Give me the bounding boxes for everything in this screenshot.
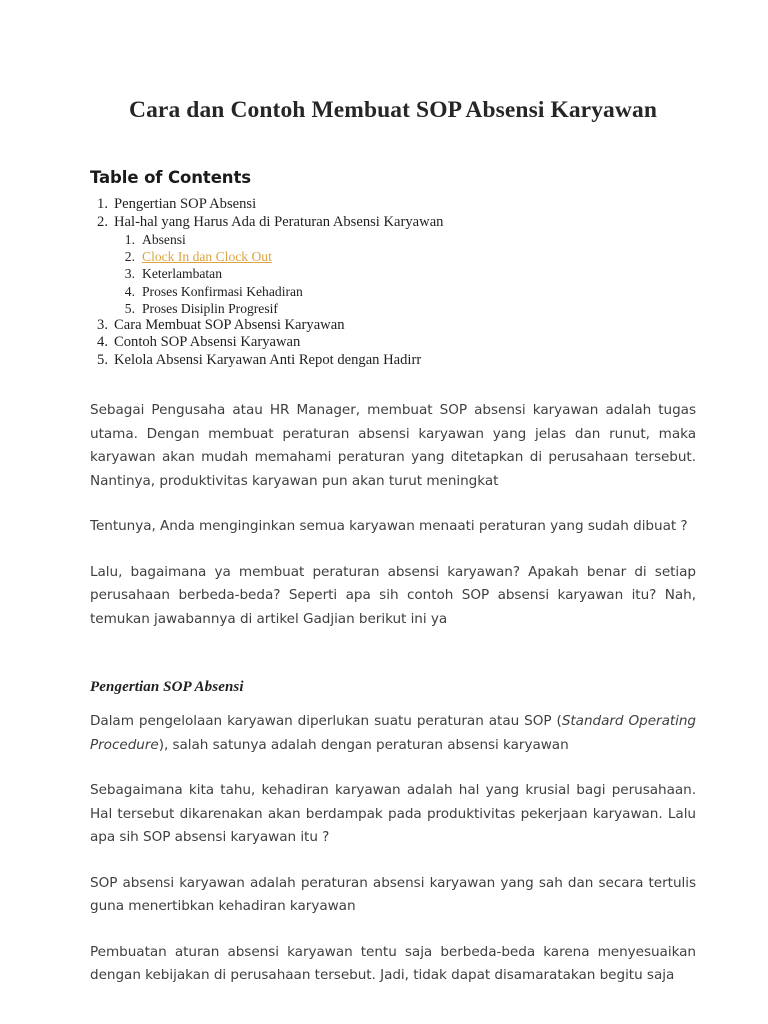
toc-item-number: 5.: [97, 351, 108, 368]
toc-item-label: Kelola Absensi Karyawan Anti Repot dengan Hadirr: [114, 351, 422, 368]
pengertian-para1-text-before: Dalam pengelolaan karyawan diperlukan suatu peraturan atau SOP (: [90, 713, 562, 730]
toc-subitem-label: Proses Konfirmasi Kehadiran: [142, 283, 303, 299]
toc-sublist: [114, 231, 696, 317]
toc-item-number: 1.: [97, 196, 108, 213]
toc-subitem-number: 4.: [124, 283, 135, 299]
toc-item: [90, 352, 696, 369]
section-spacer: [90, 653, 696, 669]
pengertian-paragraph-4: Pembuatan aturan absensi karyawan tentu saja berbeda-beda karena menyesuaikan dengan kebijakan di perusahaan tersebut. Jadi, tidak dapat disamaratakan begitu saja: [90, 943, 696, 984]
toc-item-label: Cara Membuat SOP Absensi Karyawan: [114, 317, 345, 334]
section-heading-pengertian: Pengertian SOP Absensi: [90, 679, 244, 696]
toc-item: [90, 196, 696, 213]
toc-subitem-number: 5.: [124, 300, 135, 316]
pengertian-para1-italic-term: Standard Operating Procedure: [90, 713, 697, 753]
toc-item: [90, 334, 696, 351]
toc-item-number: 4.: [97, 334, 108, 351]
pengertian-paragraph-2: Sebagaimana kita tahu, kehadiran karyawan adalah hal yang krusial bagi perusahaan. Hal tersebut dikarenakan akan berdampak pada produktivitas pekerjaan karyawan. Lalu apa sih SOP absensi karyawan itu ?: [90, 782, 696, 846]
toc-subitem-number: 3.: [124, 266, 135, 282]
toc-item-number: 2.: [97, 213, 108, 230]
toc-item: [90, 214, 696, 317]
toc-item: [90, 317, 696, 334]
toc-subitem: [120, 265, 696, 282]
pengertian-paragraph-3: SOP absensi karyawan adalah peraturan absensi karyawan yang sah dan secara tertulis guna menertibkan kehadiran karyawan: [90, 874, 696, 915]
toc-item-number: 3.: [97, 317, 108, 334]
toc-item-label: Contoh SOP Absensi Karyawan: [114, 334, 301, 351]
toc-subitem-label: Absensi: [142, 232, 186, 247]
pengertian-paragraph-1: [90, 710, 696, 757]
toc-subitem: [120, 283, 696, 300]
toc-subitem-label: Proses Disiplin Progresif: [142, 300, 278, 316]
toc-subitem-label: Keterlambatan: [142, 266, 223, 282]
toc-subitem: [120, 231, 696, 248]
toc-subitem: [120, 248, 696, 265]
toc-subitem-number: 1.: [124, 232, 135, 247]
toc-subitem-number: 2.: [124, 249, 135, 265]
table-of-contents-heading: Table of Contents: [90, 168, 251, 188]
toc-subitem-link[interactable]: Clock In dan Clock Out: [142, 249, 272, 265]
intro-paragraph-3: Lalu, bagaimana ya membuat peraturan absensi karyawan? Apakah benar di setiap perusahaan berbeda-beda? Seperti apa sih contoh SOP absensi karyawan itu? Nah, temukan jawabannya di artikel Gadjian berikut ini ya: [90, 563, 696, 627]
intro-paragraph-1: Sebagai Pengusaha atau HR Manager, membuat SOP absensi karyawan adalah tugas utama. Dengan membuat peraturan absensi karyawan yang jelas dan runut, maka karyawan akan mudah memahami peraturan yang ditetapkan di perusahaan tersebut. Nantinya, produktivitas karyawan pun akan turut meningkat: [90, 402, 696, 489]
toc-item-label: Hal-hal yang Harus Ada di Peraturan Absensi Karyawan: [114, 213, 444, 230]
table-of-contents-list: [90, 187, 696, 369]
toc-item-label: Pengertian SOP Absensi: [114, 196, 257, 213]
page-title: Cara dan Contoh Membuat SOP Absensi Karyawan: [129, 97, 657, 123]
pengertian-para1-text-after: ), salah satunya adalah dengan peraturan absensi karyawan: [158, 736, 569, 753]
intro-paragraph-2: Tentunya, Anda menginginkan semua karyawan menaati peraturan yang sudah dibuat ?: [90, 518, 688, 535]
intro-section: [90, 369, 696, 631]
toc-subitem: [120, 300, 696, 317]
document-content: [90, 0, 696, 1010]
